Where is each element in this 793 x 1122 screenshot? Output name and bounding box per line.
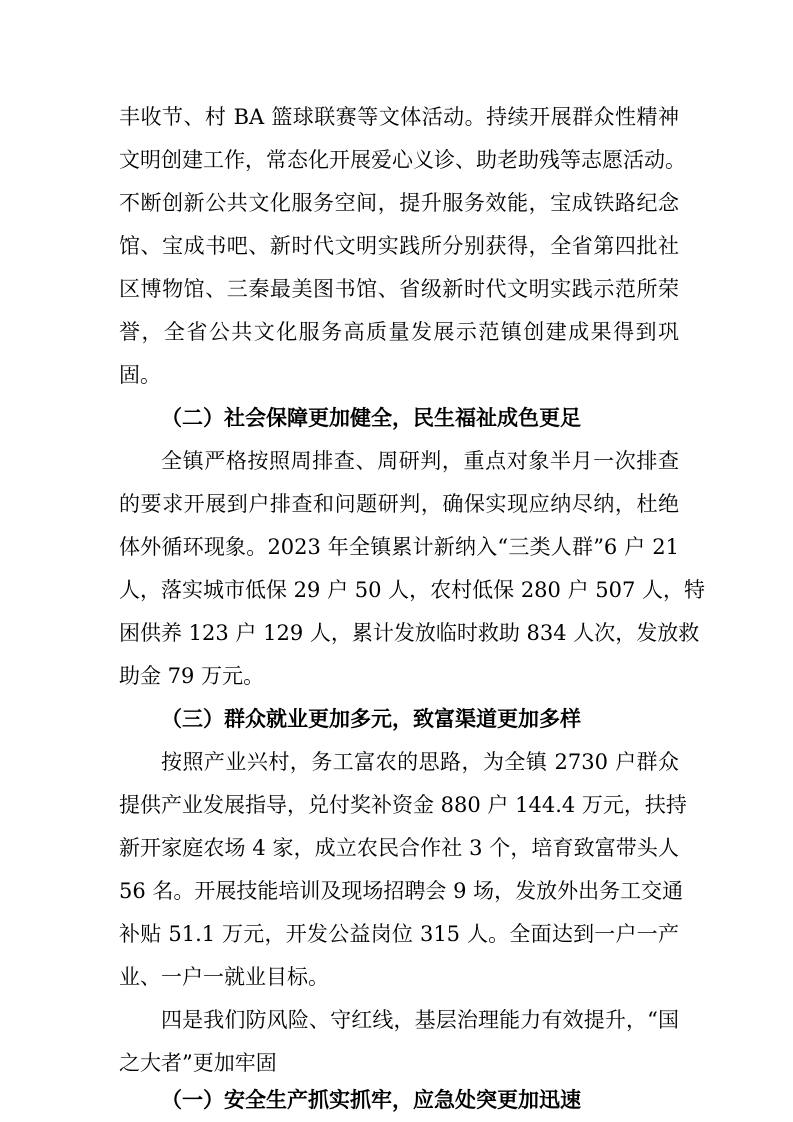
paragraph-line: 业、一户一就业目标。 xyxy=(119,965,329,989)
paragraph-line: 区博物馆、三秦最美图书馆、省级新时代文明实践示范所荣 xyxy=(119,277,679,301)
paragraph-line: 文明创建工作，常态化开展爱心义诊、助老助残等志愿活动。 xyxy=(119,148,686,172)
paragraph-line: 助金 79 万元。 xyxy=(119,664,265,688)
paragraph-line: 之大者”更加牢固 xyxy=(119,1051,277,1075)
section-heading: （一）安全生产抓实抓牢，应急处突更加迅速 xyxy=(161,1088,581,1112)
paragraph-line: 誉，全省公共文化服务高质量发展示范镇创建成果得到巩 xyxy=(119,320,679,344)
paragraph-line: 四是我们防风险、守红线，基层治理能力有效提升，“国 xyxy=(161,1008,679,1032)
paragraph-line: 固。 xyxy=(119,363,161,387)
paragraph-line: 新开家庭农场 4 家，成立农民合作社 3 个，培育致富带头人 xyxy=(119,836,679,860)
paragraph-line: 人，落实城市低保 29 户 50 人，农村低保 280 户 507 人，特 xyxy=(119,578,706,602)
paragraph-line: 全镇严格按照周排查、周研判，重点对象半月一次排查 xyxy=(161,449,679,473)
paragraph-line: 的要求开展到户排查和问题研判，确保实现应纳尽纳，杜绝 xyxy=(119,492,679,516)
section-heading: （二）社会保障更加健全，民生福祉成色更足 xyxy=(161,406,581,430)
paragraph-line: 提供产业发展指导，兑付奖补资金 880 户 144.4 万元，扶持 xyxy=(119,793,687,817)
paragraph-line: 体外循环现象。2023 年全镇累计新纳入“三类人群”6 户 21 xyxy=(119,535,679,559)
paragraph-line: 不断创新公共文化服务空间，提升服务效能，宝成铁路纪念 xyxy=(119,191,679,215)
paragraph-line: 馆、宝成书吧、新时代文明实践所分别获得，全省第四批社 xyxy=(119,234,679,258)
paragraph-line: 困供养 123 户 129 人，累计发放临时救助 834 人次，发放救 xyxy=(119,621,700,645)
paragraph-line: 按照产业兴村，务工富农的思路，为全镇 2730 户群众 xyxy=(161,750,679,774)
paragraph-line: 丰收节、村 BA 篮球联赛等文体活动。持续开展群众性精神 xyxy=(119,105,679,129)
paragraph-line: 56 名。开展技能培训及现场招聘会 9 场，发放外出务工交通 xyxy=(119,879,684,903)
section-heading: （三）群众就业更加多元，致富渠道更加多样 xyxy=(161,707,581,731)
paragraph-line: 补贴 51.1 万元，开发公益岗位 315 人。全面达到一户一产 xyxy=(119,922,679,946)
